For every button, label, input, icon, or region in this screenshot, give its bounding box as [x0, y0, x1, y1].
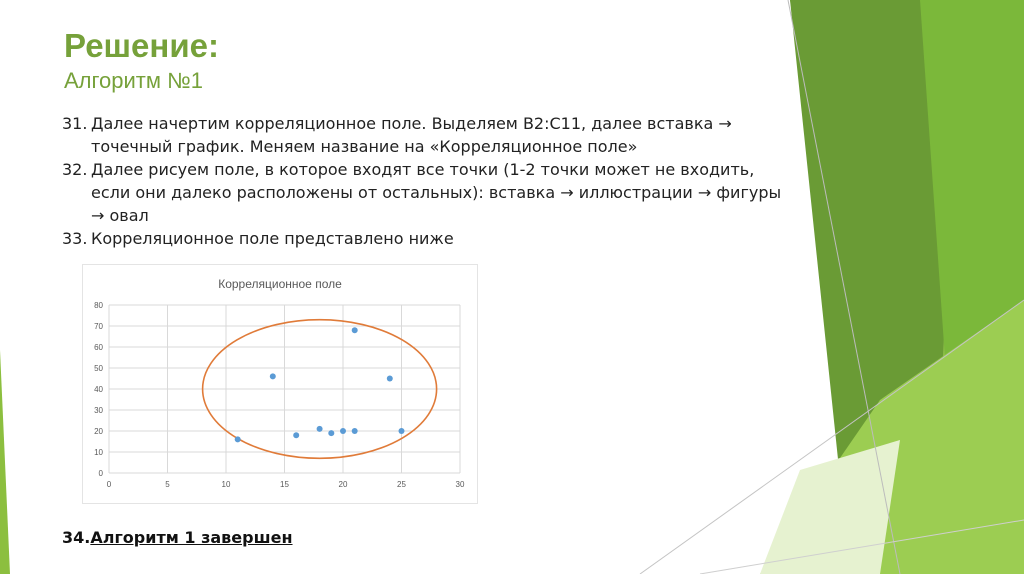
step-text: Далее начертим корреляционное поле. Выделяем В2:С11, далее вставка → точечный график. Меняем название на «Корреляционное поле»	[91, 114, 732, 156]
step-item	[62, 112, 782, 158]
step-number: 33.	[62, 229, 88, 248]
step-text: Далее рисуем поле, в которое входят все точки (1-2 точки может не входить, если они далеко расположены от остальных): вставка → иллюстрации → фигуры → овал	[91, 160, 782, 225]
data-point	[340, 428, 346, 434]
x-tick-label: 10	[221, 480, 231, 489]
final-step-number: 34.	[62, 528, 91, 547]
chart-title: Корреляционное поле	[218, 277, 342, 291]
slide-title: Решение:	[64, 27, 219, 64]
x-tick-label: 5	[165, 480, 170, 489]
data-point	[317, 426, 323, 432]
step-number: 32.	[62, 160, 88, 179]
data-point	[352, 428, 358, 434]
step-text: Корреляционное поле представлено ниже	[91, 229, 454, 248]
data-point	[328, 430, 334, 436]
slide-subtitle: Алгоритм №1	[64, 68, 203, 93]
y-tick-label: 70	[94, 322, 103, 331]
data-point	[270, 373, 276, 379]
bottom-pale-triangle	[760, 440, 900, 574]
y-tick-label: 60	[94, 343, 103, 352]
y-tick-label: 50	[94, 364, 103, 373]
step-number: 31.	[62, 114, 88, 133]
step-item	[62, 158, 782, 227]
data-point	[293, 432, 299, 438]
x-tick-label: 25	[397, 480, 406, 489]
x-tick-label: 30	[455, 480, 465, 489]
y-tick-label: 20	[94, 427, 103, 436]
y-tick-label: 0	[98, 469, 103, 478]
data-point	[399, 428, 405, 434]
y-tick-label: 30	[94, 406, 103, 415]
left-green-sliver	[0, 350, 10, 574]
data-point	[352, 327, 358, 333]
correlation-chart	[82, 264, 478, 504]
y-tick-label: 40	[94, 385, 103, 394]
steps-list	[62, 112, 782, 250]
x-tick-label: 20	[338, 480, 348, 489]
final-step-text: Алгоритм 1 завершен	[90, 528, 293, 547]
y-tick-label: 80	[94, 301, 103, 310]
final-step	[62, 528, 293, 547]
chart-canvas	[83, 265, 477, 503]
data-point	[235, 436, 241, 442]
step-item	[62, 227, 782, 250]
x-tick-label: 15	[280, 480, 289, 489]
y-tick-label: 10	[94, 448, 103, 457]
x-tick-label: 0	[106, 480, 112, 489]
data-point	[387, 376, 393, 382]
